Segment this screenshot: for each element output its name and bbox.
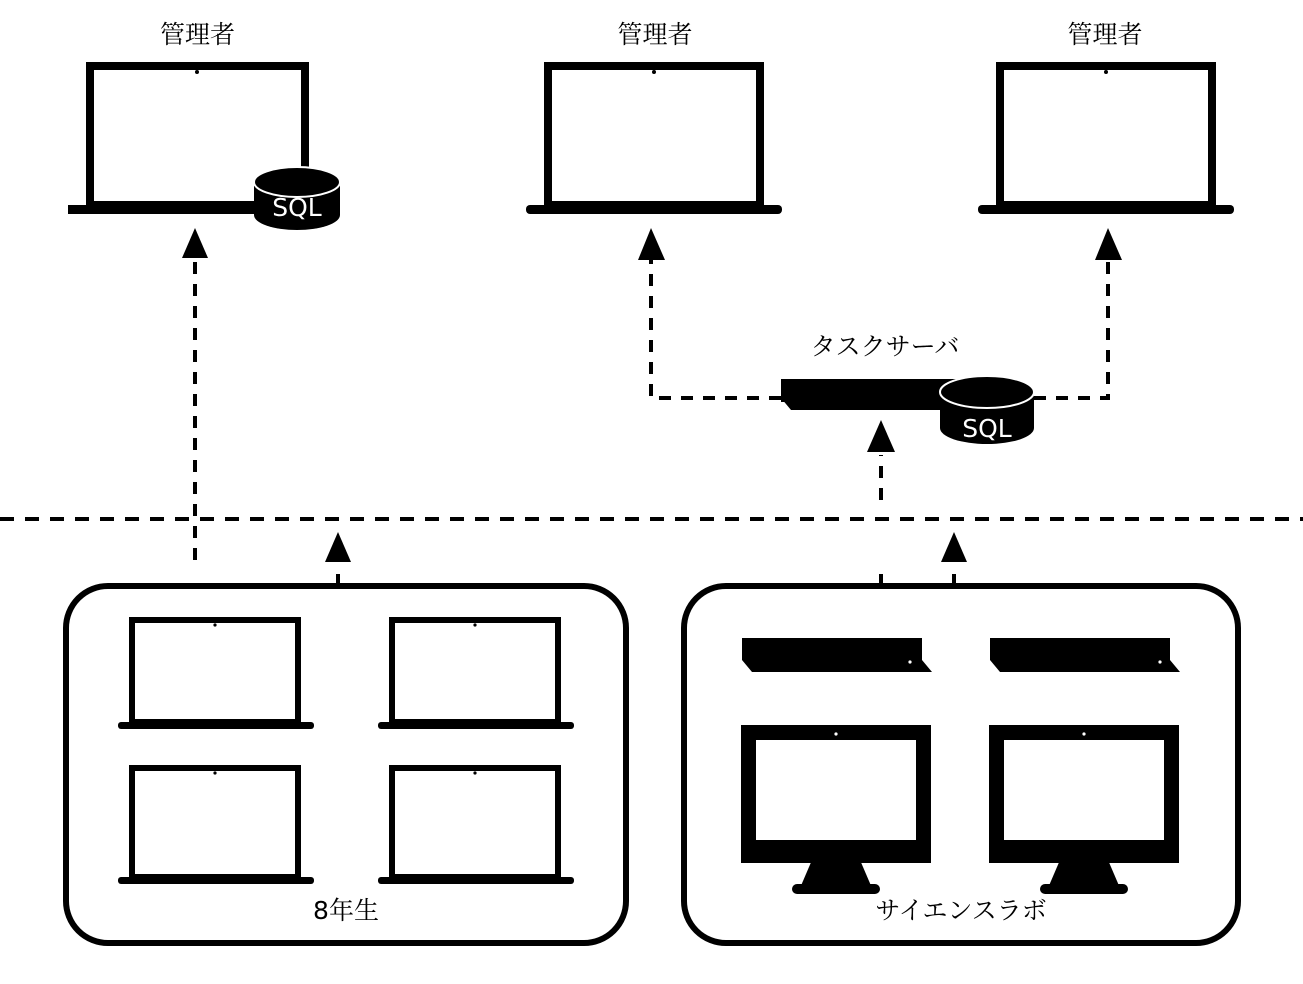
group-students-laptop-icon-1: [118, 620, 314, 729]
admin-left-database-icon: [254, 167, 340, 230]
task-server-database-label: SQL: [962, 414, 1012, 443]
group-lab-server-icon-1: [742, 638, 932, 672]
group-lab-server-icon-2: [990, 638, 1180, 672]
task-server-label: タスクサーバ: [810, 332, 960, 361]
group-students-laptop-icon-3: [118, 768, 314, 884]
group-lab-desktop-icon-2: [992, 728, 1176, 894]
link-task-server-to-admin-right: [1034, 255, 1108, 398]
admin-right-laptop-icon: [978, 66, 1234, 214]
arrowhead-task-server: [867, 420, 895, 452]
group-students-label: 8年生: [313, 896, 379, 925]
link-task-server-to-admin-center: [651, 255, 781, 398]
group-students-laptop-icon-2: [378, 620, 574, 729]
admin-left-database-label: SQL: [272, 193, 322, 222]
group-students-box: [66, 586, 626, 943]
group-students-laptop-icon-4: [378, 768, 574, 884]
arrowhead-admin-left: [182, 228, 208, 258]
admin-right-label: 管理者: [1067, 20, 1143, 49]
task-server-database-icon: [940, 376, 1034, 444]
admin-left-label: 管理者: [159, 20, 235, 49]
arrowhead-admin-right: [1095, 228, 1122, 260]
arrowhead-students-box: [325, 532, 351, 562]
arrowhead-lab-box: [941, 532, 967, 562]
group-lab-label: サイエンスラボ: [875, 896, 1047, 925]
admin-center-laptop-icon: [526, 66, 782, 214]
group-lab-desktop-icon-1: [744, 728, 928, 894]
admin-center-label: 管理者: [617, 20, 693, 49]
arrowhead-admin-center: [638, 228, 665, 260]
